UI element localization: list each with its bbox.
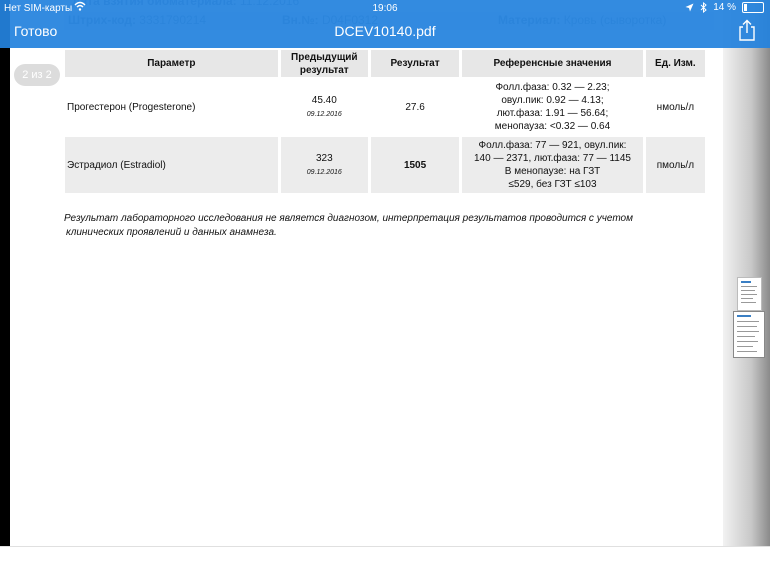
thumb-header-mark: [737, 315, 751, 317]
thumb-line: [741, 298, 753, 299]
bluetooth-icon: [700, 2, 707, 13]
header-ref: Референсные значения: [462, 50, 643, 77]
thumb-line: [737, 336, 755, 337]
ref-line: Фолл.фаза: 77 — 921, овул.пик:: [478, 140, 627, 151]
ref-line: менопауза: <0.32 — 0.64: [494, 121, 611, 132]
row-prev-result: [281, 80, 368, 134]
prev-date: 09.12.2016: [306, 110, 342, 118]
header-prev-line2: результат: [299, 64, 349, 76]
ref-line: 140 — 2371, лют.фаза: 77 — 1145: [473, 153, 631, 164]
battery-icon: [742, 2, 764, 13]
page-indicator: 2 из 2: [14, 64, 60, 86]
row-ref: [462, 137, 643, 193]
share-icon[interactable]: [738, 19, 756, 41]
note-line2: клинических проявлений и данных анамнеза.: [66, 227, 277, 238]
page-thumbnail-1[interactable]: [737, 277, 762, 311]
header-prev-line1: Предыдущий: [291, 51, 358, 63]
row-param: Эстрадиол (Estradiol): [65, 137, 278, 193]
page-thumbnail-2[interactable]: [733, 311, 765, 358]
ref-line: Фолл.фаза: 0.32 — 2.23;: [495, 82, 610, 93]
clock: 19:06: [372, 3, 398, 14]
battery-fill: [744, 4, 747, 11]
ref-line: овул.пик: 0.92 — 4.13;: [501, 95, 604, 106]
table-header-row: [65, 50, 705, 77]
row-param: Прогестерон (Progesterone): [67, 101, 196, 113]
ref-line: В менопаузе: на ГЗТ: [504, 166, 601, 177]
row-unit: пмоль/л: [646, 137, 705, 193]
battery-percent: 14 %: [713, 2, 736, 13]
note-line1: Результат лабораторного исследования не является диагнозом, интерпретация результатов проводится с учетом: [64, 213, 633, 224]
row-result: 1505: [371, 137, 459, 193]
header-prev-result: [281, 50, 368, 77]
header-result: Результат: [371, 50, 459, 77]
row-unit: нмоль/л: [656, 101, 695, 113]
thumb-line: [741, 290, 755, 291]
thumb-line: [741, 302, 756, 303]
thumb-line: [737, 341, 758, 342]
table-row: [65, 80, 705, 134]
row-prev-result: [281, 137, 368, 193]
thumb-line: [737, 351, 757, 352]
row-result: 27.6: [405, 101, 425, 113]
prev-value: 323: [315, 152, 333, 164]
thumbnail-sidebar[interactable]: [723, 0, 770, 546]
header-param: Параметр: [65, 50, 278, 77]
header-unit: Ед. Изм.: [646, 50, 705, 77]
location-icon: [685, 3, 694, 12]
thumb-line: [737, 331, 759, 332]
thumb-line: [741, 286, 757, 287]
table-row: [65, 137, 705, 193]
bottom-divider: [0, 546, 770, 547]
disclaimer-note: [64, 212, 704, 240]
status-bar: [0, 0, 770, 16]
left-page-edge: [0, 0, 10, 546]
ref-line: лют.фаза: 1.91 — 56.64;: [496, 108, 609, 119]
thumb-header-mark: [741, 281, 751, 283]
ref-line: ≤529, без ГЗТ ≤103: [508, 179, 597, 190]
thumb-line: [737, 346, 753, 347]
results-table: [62, 47, 708, 196]
prev-value: 45.40: [311, 94, 337, 106]
thumb-line: [741, 294, 757, 295]
document-title: DCEV10140.pdf: [334, 23, 436, 39]
thumb-line: [737, 326, 757, 327]
prev-date: 09.12.2016: [306, 168, 342, 176]
status-right-group: [685, 2, 764, 13]
carrier-label: Нет SIM-карты: [4, 3, 73, 14]
thumb-line: [737, 321, 759, 322]
done-button[interactable]: Готово: [14, 23, 58, 39]
row-ref: [462, 80, 643, 134]
